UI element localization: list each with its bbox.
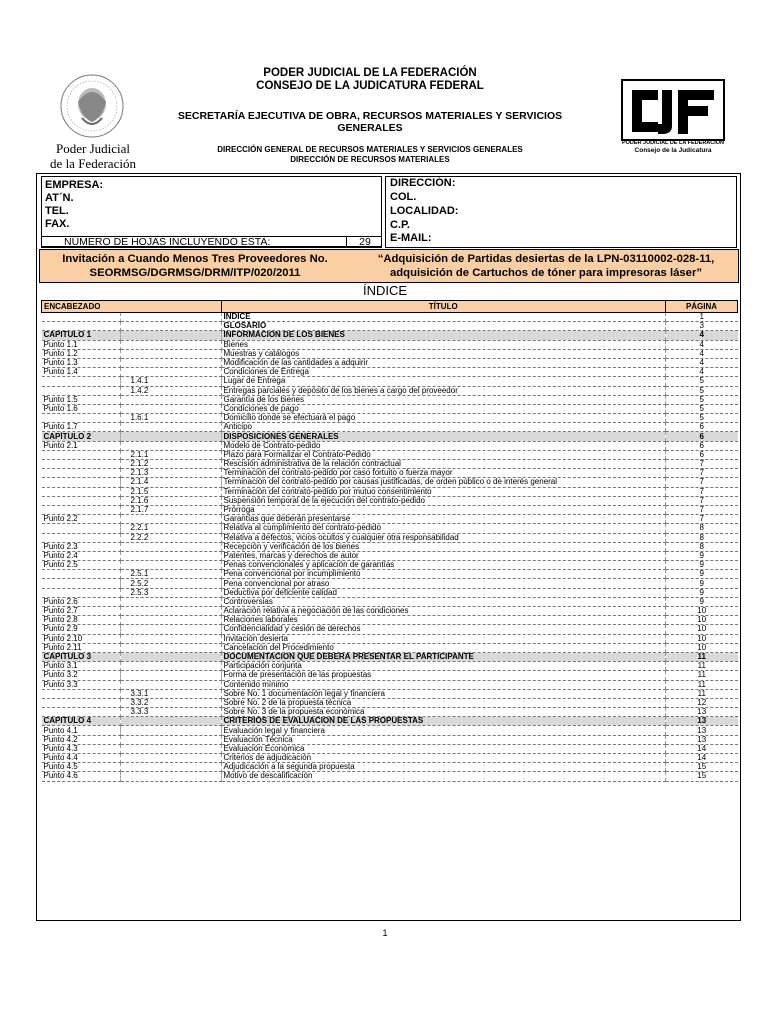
- row-subpunto: [120, 763, 221, 772]
- row-encabezado: Punto 1.5: [42, 395, 121, 404]
- row-pagina: 7: [666, 505, 738, 514]
- header-secretaria: [130, 110, 610, 134]
- row-subpunto: 3.3.3: [120, 708, 221, 717]
- row-subpunto: [120, 395, 221, 404]
- tel-label: TEL.: [45, 205, 69, 217]
- row-pagina: 14: [666, 754, 738, 763]
- row-titulo: Garantía de los bienes: [221, 395, 666, 404]
- row-subpunto: [120, 542, 221, 551]
- row-encabezado: Punto 2.5: [42, 561, 121, 570]
- row-encabezado: Punto 3.2: [42, 671, 121, 680]
- row-subpunto: 2.5.2: [120, 579, 221, 588]
- row-titulo: Pena convencional por atraso: [221, 579, 666, 588]
- row-titulo: Plazo para Formalizar el Contrato-Pedido: [221, 450, 666, 459]
- row-pagina: 13: [666, 726, 738, 735]
- row-pagina: 10: [666, 616, 738, 625]
- row-pagina: 6: [666, 432, 738, 441]
- row-titulo: Evaluación Técnica: [221, 735, 666, 744]
- hojas-box: [41, 236, 382, 248]
- header-line-6: DIRECCIÓN DE RECURSOS MATERIALES: [290, 155, 450, 164]
- index-row: [42, 469, 738, 478]
- row-pagina: 9: [666, 551, 738, 560]
- index-row: [42, 744, 738, 753]
- row-pagina: 4: [666, 358, 738, 367]
- row-titulo: Muestras y catálogos: [221, 349, 666, 358]
- row-encabezado: [42, 386, 121, 395]
- row-subpunto: 2.5.1: [120, 570, 221, 579]
- row-subpunto: [120, 772, 221, 781]
- row-encabezado: Punto 4.5: [42, 763, 121, 772]
- row-titulo: Modelo de Contrato-pedido: [221, 441, 666, 450]
- header-line-1: PODER JUDICIAL DE LA FEDERACIÓN: [263, 67, 477, 79]
- index-row: [42, 487, 738, 496]
- row-subpunto: [120, 331, 221, 340]
- index-row: [42, 423, 738, 432]
- row-encabezado: Punto 2.7: [42, 607, 121, 616]
- index-row: [42, 358, 738, 367]
- header-line-2: CONSEJO DE LA JUDICATURA FEDERAL: [256, 80, 484, 92]
- row-encabezado: Punto 2.1: [42, 441, 121, 450]
- index-row: [42, 588, 738, 597]
- row-subpunto: [120, 597, 221, 606]
- index-row: [42, 698, 738, 707]
- index-row: [42, 450, 738, 459]
- row-titulo: Criterios de adjudicación: [221, 754, 666, 763]
- row-pagina: 7: [666, 469, 738, 478]
- index-title: ÍNDICE: [362, 283, 408, 298]
- index-header-row: [42, 301, 738, 313]
- row-titulo: Relaciones laborales: [221, 616, 666, 625]
- row-encabezado: CAPÍTULO 3: [42, 652, 121, 661]
- row-pagina: 15: [666, 772, 738, 781]
- caption-line-2: de la Federación: [50, 156, 136, 171]
- row-pagina: 6: [666, 450, 738, 459]
- row-subpunto: [120, 634, 221, 643]
- row-pagina: 11: [666, 652, 738, 661]
- row-titulo: Controversias: [221, 597, 666, 606]
- row-titulo: Confidencialidad y cesión de derechos: [221, 625, 666, 634]
- row-subpunto: [120, 551, 221, 560]
- index-row: [42, 414, 738, 423]
- index-row: [42, 386, 738, 395]
- row-subpunto: 2.1.1: [120, 450, 221, 459]
- row-encabezado: [42, 460, 121, 469]
- row-titulo: Pena convencional por incumplimiento: [221, 570, 666, 579]
- row-titulo: Relativa al cumplimiento del contrato-pedido: [221, 524, 666, 533]
- localidad-label: LOCALIDAD:: [390, 205, 459, 217]
- cjf-caption-line-2: Consejo de la Judicatura: [634, 147, 712, 154]
- row-pagina: 5: [666, 386, 738, 395]
- row-titulo: Domicilio donde se efectuará el pago: [221, 414, 666, 423]
- row-subpunto: 2.2.1: [120, 524, 221, 533]
- row-pagina: 1: [666, 313, 738, 322]
- chapter-row: [42, 652, 738, 661]
- row-subpunto: [120, 607, 221, 616]
- row-titulo: Invitación desierta: [221, 634, 666, 643]
- row-pagina: 5: [666, 414, 738, 423]
- mexican-seal-logo: [52, 72, 132, 140]
- row-titulo: Contenido mínimo: [221, 680, 666, 689]
- row-pagina: 10: [666, 634, 738, 643]
- row-encabezado: [42, 478, 121, 487]
- index-row: [42, 349, 738, 358]
- index-row: [42, 689, 738, 698]
- row-subpunto: [120, 744, 221, 753]
- row-pagina: 14: [666, 744, 738, 753]
- index-row: [42, 754, 738, 763]
- row-encabezado: Punto 1.7: [42, 423, 121, 432]
- row-pagina: 9: [666, 588, 738, 597]
- row-subpunto: [120, 616, 221, 625]
- row-pagina: 9: [666, 597, 738, 606]
- index-row: [42, 772, 738, 781]
- banner-left-line-1: Invitación a Cuando Menos Tres Proveedores No.: [62, 253, 328, 265]
- index-row: [42, 579, 738, 588]
- row-titulo: Deductiva por deficiente calidad: [221, 588, 666, 597]
- row-subpunto: [120, 515, 221, 524]
- row-encabezado: Punto 2.4: [42, 551, 121, 560]
- row-titulo: Prórroga: [221, 505, 666, 514]
- index-row: [42, 607, 738, 616]
- index-table: [41, 300, 738, 782]
- row-subpunto: [120, 322, 221, 331]
- hojas-label: NÚMERO DE HOJAS INCLUYENDO ESTA:: [64, 236, 271, 248]
- row-titulo: Patentes, marcas y derechos de autor: [221, 551, 666, 560]
- row-subpunto: [120, 349, 221, 358]
- fax-label: FAX.: [45, 218, 70, 230]
- banner-left-line-2: SEORMSG/DGRMSG/DRM/ITP/020/2011: [89, 267, 301, 279]
- row-pagina: 11: [666, 662, 738, 671]
- index-row: [42, 671, 738, 680]
- index-row: [42, 680, 738, 689]
- row-pagina: 8: [666, 524, 738, 533]
- row-pagina: 9: [666, 570, 738, 579]
- cjf-caption-line-1: PODER JUDICIAL DE LA FEDERACIÓN: [621, 140, 725, 146]
- row-encabezado: Punto 1.3: [42, 358, 121, 367]
- row-subpunto: [120, 625, 221, 634]
- row-encabezado: [42, 579, 121, 588]
- row-subpunto: [120, 313, 221, 322]
- row-titulo: DISPOSICIONES GENERALES: [221, 432, 666, 441]
- row-subpunto: 2.5.3: [120, 588, 221, 597]
- cp-label: C.P.: [390, 219, 410, 231]
- banner-left: [40, 252, 350, 280]
- row-pagina: 15: [666, 763, 738, 772]
- banner-right: [354, 252, 738, 280]
- hojas-value: 29: [346, 237, 383, 248]
- index-row: [42, 551, 738, 560]
- index-row: [42, 533, 738, 542]
- row-pagina: 9: [666, 579, 738, 588]
- index-row: [42, 524, 738, 533]
- index-row: [42, 505, 738, 514]
- index-row: [42, 340, 738, 349]
- row-pagina: 12: [666, 698, 738, 707]
- index-row: [42, 542, 738, 551]
- row-subpunto: [120, 358, 221, 367]
- index-row: [42, 561, 738, 570]
- row-subpunto: [120, 726, 221, 735]
- row-encabezado: [42, 469, 121, 478]
- row-subpunto: 2.1.7: [120, 505, 221, 514]
- row-titulo: Bienes: [221, 340, 666, 349]
- row-subpunto: [120, 432, 221, 441]
- row-encabezado: CAPÍTULO 4: [42, 717, 121, 726]
- header-title: [130, 67, 610, 93]
- index-row: [42, 478, 738, 487]
- index-row: [42, 643, 738, 652]
- row-pagina: 13: [666, 717, 738, 726]
- header-line-4: GENERALES: [337, 122, 403, 134]
- row-titulo: Anticipo: [221, 423, 666, 432]
- index-row: [42, 625, 738, 634]
- index-row: [42, 441, 738, 450]
- row-subpunto: [120, 368, 221, 377]
- row-pagina: 6: [666, 423, 738, 432]
- row-titulo: Evaluación Económica: [221, 744, 666, 753]
- row-encabezado: Punto 3.3: [42, 680, 121, 689]
- row-subpunto: [120, 643, 221, 652]
- index-row: [42, 616, 738, 625]
- row-encabezado: [42, 533, 121, 542]
- row-titulo: INDICE: [221, 313, 666, 322]
- row-subpunto: [120, 561, 221, 570]
- row-subpunto: [120, 754, 221, 763]
- header-line-3: SECRETARÍA EJECUTIVA DE OBRA, RECURSOS MATERIALES Y SERVICIOS: [177, 110, 563, 122]
- row-titulo: Sobre No. 1 documentación legal y financiera: [221, 689, 666, 698]
- col-pagina: PÁGINA: [666, 301, 738, 313]
- row-subpunto: 1.6.1: [120, 414, 221, 423]
- row-titulo: Terminación del contrato-pedido por causas justificadas, de orden público o de interés general: [221, 478, 666, 487]
- row-pagina: 5: [666, 377, 738, 386]
- row-titulo: Forma de presentación de las propuestas: [221, 671, 666, 680]
- row-encabezado: [42, 588, 121, 597]
- index-row: [42, 726, 738, 735]
- index-row: [42, 515, 738, 524]
- row-subpunto: 2.1.6: [120, 496, 221, 505]
- direccion-label: DIRECCIÓN:: [390, 177, 456, 189]
- row-titulo: Sobre No. 2 de la propuesta técnica: [221, 698, 666, 707]
- row-titulo: Terminación del contrato-pedido por mutuo consentimiento: [221, 487, 666, 496]
- row-encabezado: [42, 313, 121, 322]
- row-titulo: Participación conjunta: [221, 662, 666, 671]
- banner-right-line-1: “Adquisición de Partidas desiertas de la LPN-03110002-028-11,: [377, 253, 715, 265]
- row-encabezado: Punto 1.4: [42, 368, 121, 377]
- row-subpunto: 3.3.2: [120, 698, 221, 707]
- row-pagina: 4: [666, 340, 738, 349]
- row-encabezado: Punto 4.3: [42, 744, 121, 753]
- row-encabezado: [42, 708, 121, 717]
- row-subpunto: [120, 662, 221, 671]
- row-titulo: Modificación de las cantidades a adquirir: [221, 358, 666, 367]
- row-pagina: 4: [666, 368, 738, 377]
- row-encabezado: Punto 2.11: [42, 643, 121, 652]
- row-titulo: Lugar de Entrega: [221, 377, 666, 386]
- row-encabezado: [42, 487, 121, 496]
- row-encabezado: [42, 377, 121, 386]
- row-encabezado: Punto 1.6: [42, 404, 121, 413]
- index-row: [42, 662, 738, 671]
- col-titulo: TÍTULO: [221, 301, 666, 313]
- index-row: [42, 570, 738, 579]
- index-row: [42, 460, 738, 469]
- row-encabezado: [42, 450, 121, 459]
- row-subpunto: 2.1.5: [120, 487, 221, 496]
- direccion-box: [385, 176, 737, 248]
- row-titulo: Sobre No. 3 de la propuesta económica: [221, 708, 666, 717]
- row-titulo: Penas convencionales y aplicación de garantías: [221, 561, 666, 570]
- row-pagina: 13: [666, 735, 738, 744]
- row-titulo: Terminación del contrato-pedido por caso fortuito o fuerza mayor: [221, 469, 666, 478]
- index-row: [42, 708, 738, 717]
- row-subpunto: [120, 652, 221, 661]
- row-pagina: 3: [666, 322, 738, 331]
- header-line-5: DIRECCIÓN GENERAL DE RECURSOS MATERIALES Y SERVICIOS GENERALES: [217, 145, 523, 154]
- index-row: [42, 496, 738, 505]
- index-row: [42, 597, 738, 606]
- procedure-banner: [39, 249, 739, 283]
- row-subpunto: 3.3.1: [120, 689, 221, 698]
- index-body: [42, 313, 738, 782]
- row-subpunto: 2.1.3: [120, 469, 221, 478]
- row-titulo: Recepción y verificación de los bienes: [221, 542, 666, 551]
- row-pagina: 8: [666, 542, 738, 551]
- index-row: [42, 395, 738, 404]
- row-titulo: Adjudicación a la segunda propuesta: [221, 763, 666, 772]
- row-pagina: 10: [666, 625, 738, 634]
- col-encabezado: ENCABEZADO: [42, 301, 222, 313]
- row-pagina: 11: [666, 671, 738, 680]
- row-encabezado: [42, 496, 121, 505]
- row-titulo: INFORMACIÓN DE LOS BIENES: [221, 331, 666, 340]
- atn-label: AT´N.: [45, 192, 74, 204]
- row-encabezado: Punto 1.1: [42, 340, 121, 349]
- chapter-row: [42, 432, 738, 441]
- row-titulo: Suspensión temporal de la ejecución del contrato-pedido: [221, 496, 666, 505]
- row-encabezado: Punto 4.4: [42, 754, 121, 763]
- row-pagina: 13: [666, 708, 738, 717]
- row-subpunto: 1.4.2: [120, 386, 221, 395]
- banner-right-line-2: adquisición de Cartuchos de tóner para impresoras láser”: [389, 267, 703, 279]
- row-encabezado: Punto 2.10: [42, 634, 121, 643]
- row-subpunto: [120, 441, 221, 450]
- row-titulo: Rescisión administrativa de la relación contractual: [221, 460, 666, 469]
- row-subpunto: [120, 340, 221, 349]
- row-subpunto: 2.1.2: [120, 460, 221, 469]
- index-row: [42, 368, 738, 377]
- col-label: COL.: [390, 191, 417, 203]
- row-titulo: Entregas parciales y depósito de los bienes a cargo del proveedor: [221, 386, 666, 395]
- index-row: [42, 763, 738, 772]
- index-row: [42, 634, 738, 643]
- row-encabezado: [42, 570, 121, 579]
- row-titulo: DOCUMENTACIÓN QUE DEBERÁ PRESENTAR EL PARTICIPANTE: [221, 652, 666, 661]
- index-row: [42, 404, 738, 413]
- row-encabezado: [42, 505, 121, 514]
- index-row: [42, 735, 738, 744]
- row-subpunto: [120, 423, 221, 432]
- row-encabezado: [42, 322, 121, 331]
- row-pagina: 9: [666, 561, 738, 570]
- row-encabezado: Punto 2.8: [42, 616, 121, 625]
- row-encabezado: Punto 1.2: [42, 349, 121, 358]
- row-subpunto: [120, 717, 221, 726]
- row-pagina: 4: [666, 349, 738, 358]
- row-encabezado: Punto 3.1: [42, 662, 121, 671]
- row-subpunto: 2.2.2: [120, 533, 221, 542]
- row-subpunto: 2.1.4: [120, 478, 221, 487]
- row-encabezado: Punto 4.1: [42, 726, 121, 735]
- row-subpunto: 1.4.1: [120, 377, 221, 386]
- row-pagina: 8: [666, 533, 738, 542]
- row-titulo: Evaluación legal y financiera: [221, 726, 666, 735]
- row-titulo: CRITERIOS DE EVALUACIÓN DE LAS PROPUESTAS: [221, 717, 666, 726]
- row-encabezado: Punto 4.6: [42, 772, 121, 781]
- index-row: [42, 322, 738, 331]
- row-pagina: 7: [666, 478, 738, 487]
- row-titulo: Relativa a defectos, vicios ocultos y cualquier otra responsabilidad: [221, 533, 666, 542]
- row-pagina: 11: [666, 689, 738, 698]
- empresa-label: EMPRESA:: [45, 179, 104, 191]
- row-encabezado: CAPÍTULO 1: [42, 331, 121, 340]
- row-titulo: Cancelación del Procedimiento: [221, 643, 666, 652]
- row-pagina: 7: [666, 460, 738, 469]
- row-encabezado: [42, 698, 121, 707]
- row-pagina: 10: [666, 643, 738, 652]
- row-titulo: Motivo de descalificación: [221, 772, 666, 781]
- row-pagina: 7: [666, 515, 738, 524]
- row-titulo: GLOSARIO: [221, 322, 666, 331]
- row-titulo: Condiciones de Entrega: [221, 368, 666, 377]
- row-pagina: 7: [666, 487, 738, 496]
- row-subpunto: [120, 680, 221, 689]
- row-encabezado: Punto 2.6: [42, 597, 121, 606]
- row-encabezado: Punto 4.2: [42, 735, 121, 744]
- chapter-row: [42, 717, 738, 726]
- row-encabezado: CAPÍTULO 2: [42, 432, 121, 441]
- row-pagina: 7: [666, 496, 738, 505]
- row-subpunto: [120, 404, 221, 413]
- row-titulo: Garantías que deberán presentarse: [221, 515, 666, 524]
- row-subpunto: [120, 671, 221, 680]
- row-encabezado: [42, 414, 121, 423]
- row-encabezado: [42, 524, 121, 533]
- row-pagina: 5: [666, 404, 738, 413]
- row-pagina: 10: [666, 607, 738, 616]
- row-pagina: 4: [666, 331, 738, 340]
- header-direccion: [130, 145, 610, 165]
- cjf-caption: [608, 140, 738, 154]
- email-label: E-MAIL:: [390, 232, 432, 244]
- index-row: [42, 313, 738, 322]
- row-subpunto: [120, 735, 221, 744]
- row-titulo: Aclaración relativa a negociación de las condiciones: [221, 607, 666, 616]
- chapter-row: [42, 331, 738, 340]
- row-encabezado: [42, 689, 121, 698]
- index-row: [42, 377, 738, 386]
- row-encabezado: Punto 2.2: [42, 515, 121, 524]
- row-pagina: 6: [666, 441, 738, 450]
- row-titulo: Condiciones de pago: [221, 404, 666, 413]
- caption-line-1: Poder Judicial: [55, 141, 130, 156]
- row-pagina: 5: [666, 395, 738, 404]
- page-number: 1: [382, 928, 388, 938]
- row-encabezado: Punto 2.3: [42, 542, 121, 551]
- row-pagina: 11: [666, 680, 738, 689]
- row-encabezado: Punto 2.9: [42, 625, 121, 634]
